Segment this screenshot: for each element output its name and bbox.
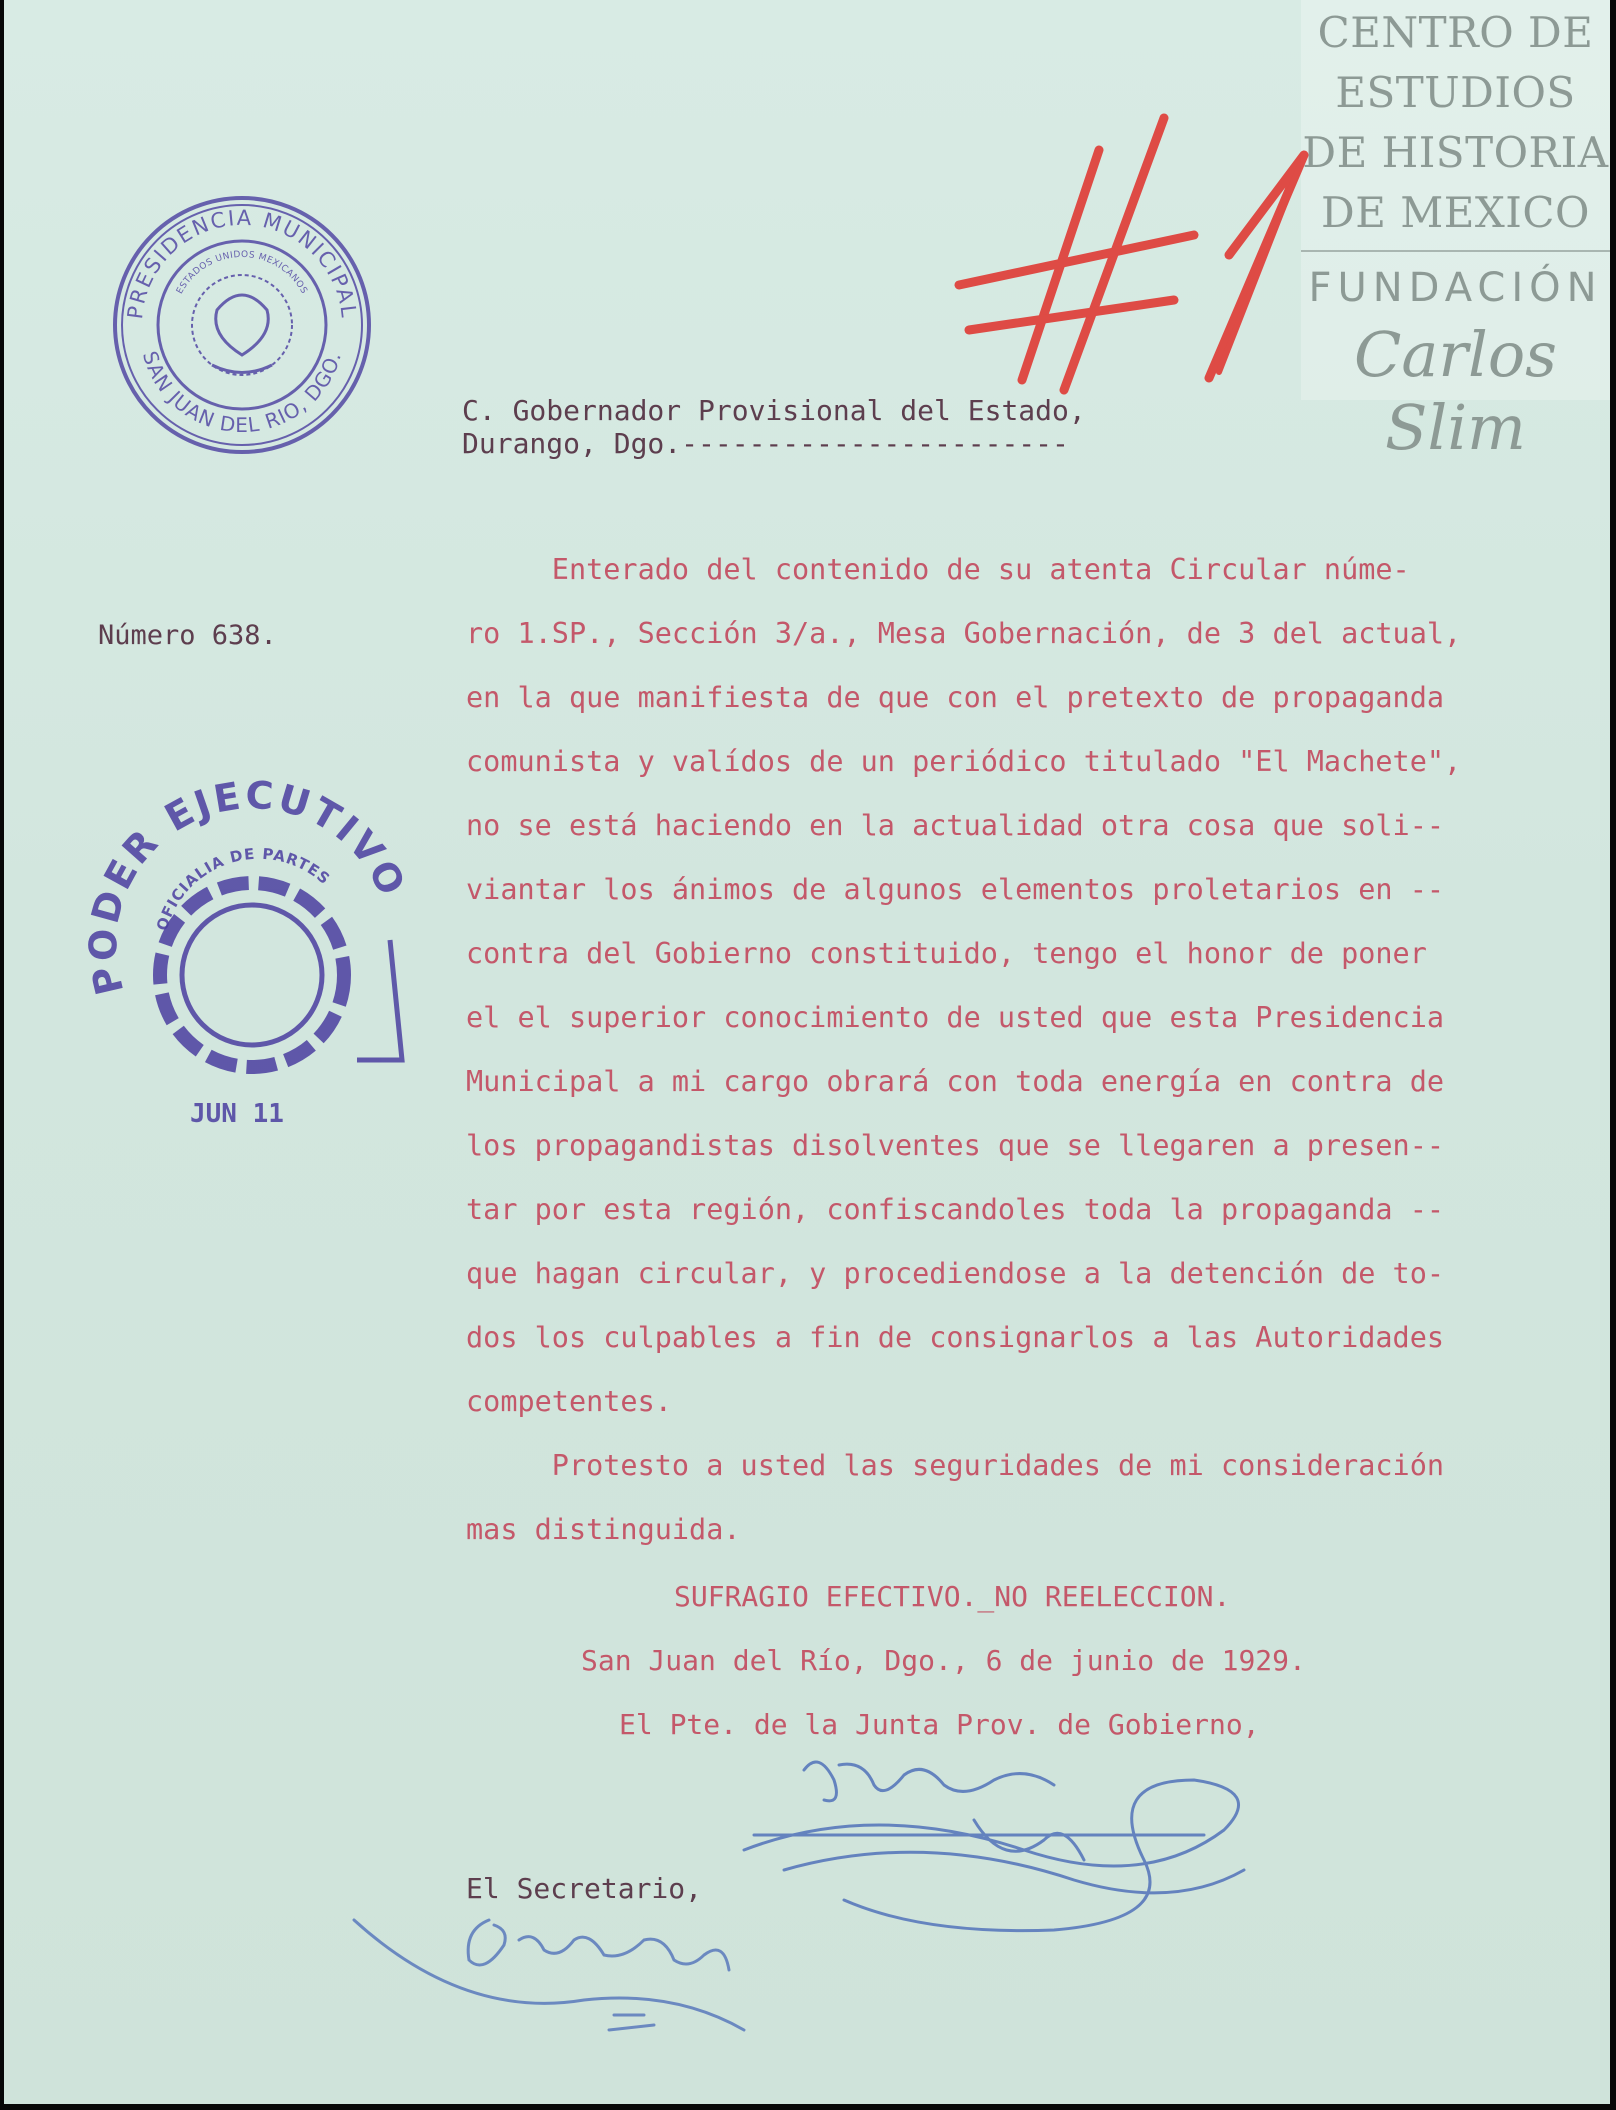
closing-motto: SUFRAGIO EFECTIVO._NO REELECCION. [674, 1580, 1231, 1613]
body-line: comunista y valídos de un periódico titulado "El Machete", [466, 745, 1462, 778]
body-line: viantar los ánimos de algunos elementos proletarios en -- [466, 873, 1445, 906]
body-line: competentes. [466, 1385, 672, 1418]
body-line: los propagandistas disolventes que se llegaren a presen-- [466, 1129, 1445, 1162]
body-line: en la que manifiesta de que con el pretexto de propaganda [466, 681, 1445, 714]
stamp-arc-text: PODER EJECUTIVO [81, 772, 415, 1000]
seal-bottom-text: SAN JUAN DEL RIO, DGO. [137, 348, 347, 438]
body-line: tar por esta región, confiscandoles toda la propaganda -- [466, 1193, 1445, 1226]
executive-stamp [81, 772, 415, 1129]
watermark-line-4: DE MEXICO [1321, 188, 1590, 237]
municipal-seal [112, 195, 372, 455]
seal-outer-text: PRESIDENCIA MUNICIPAL [123, 205, 361, 321]
watermark-signature: Carlos Slim [1353, 318, 1557, 464]
body-line: que hagan circular, y procediendose a la detención de to- [466, 1257, 1445, 1290]
body-line: ro 1.SP., Sección 3/a., Mesa Gobernación, de 3 del actual, [466, 617, 1462, 650]
addressee-line-2: Durango, Dgo.----------------------- [462, 427, 1069, 460]
body-line: dos los culpables a fin de consignarlos a las Autoridades [466, 1321, 1445, 1354]
stamp-date-fragment: JUN 11 [190, 1099, 284, 1129]
reference-number: Número 638. [98, 620, 277, 651]
body-line: contra del Gobierno constituido, tengo el honor de poner [466, 937, 1427, 970]
seal-inner-text: ESTADOS UNIDOS MEXICANOS [175, 249, 309, 296]
closing-signer-title: El Pte. de la Junta Prov. de Gobierno, [619, 1708, 1260, 1741]
body-line: Municipal a mi cargo obrará con toda energía en contra de [466, 1065, 1445, 1098]
svg-text:PRESIDENCIA MUNICIPAL [123, 206, 361, 321]
document-page [4, 0, 1610, 2104]
secretary-signature [344, 1900, 824, 2100]
svg-text:SAN JUAN DEL RIO, DGO. [138, 348, 346, 437]
watermark-foundation: FUNDACIÓN [1308, 265, 1603, 311]
stamp-inner-text: OFICIALIA DE PARTES [152, 844, 334, 933]
closing-place-date: San Juan del Río, Dgo., 6 de junio de 1929. [581, 1644, 1306, 1677]
body-line: el el superior conocimiento de usted que esta Presidencia [466, 1001, 1445, 1034]
secretary-title: El Secretario, [466, 1872, 703, 1905]
body-line: Protesto a usted las seguridades de mi consideración [466, 1449, 1445, 1482]
watermark-line-2: ESTUDIOS [1335, 68, 1576, 117]
addressee-line-1: C. Gobernador Provisional del Estado, [462, 394, 1086, 427]
body-line: mas distinguida. [466, 1513, 741, 1546]
watermark-line-1: CENTRO DE [1317, 8, 1594, 57]
watermark-line-3: DE HISTORIA [1302, 128, 1609, 177]
body-line: no se está haciendo en la actualidad otra cosa que soli-- [466, 809, 1445, 842]
body-line: Enterado del contenido de su atenta Circular núme- [466, 553, 1410, 586]
